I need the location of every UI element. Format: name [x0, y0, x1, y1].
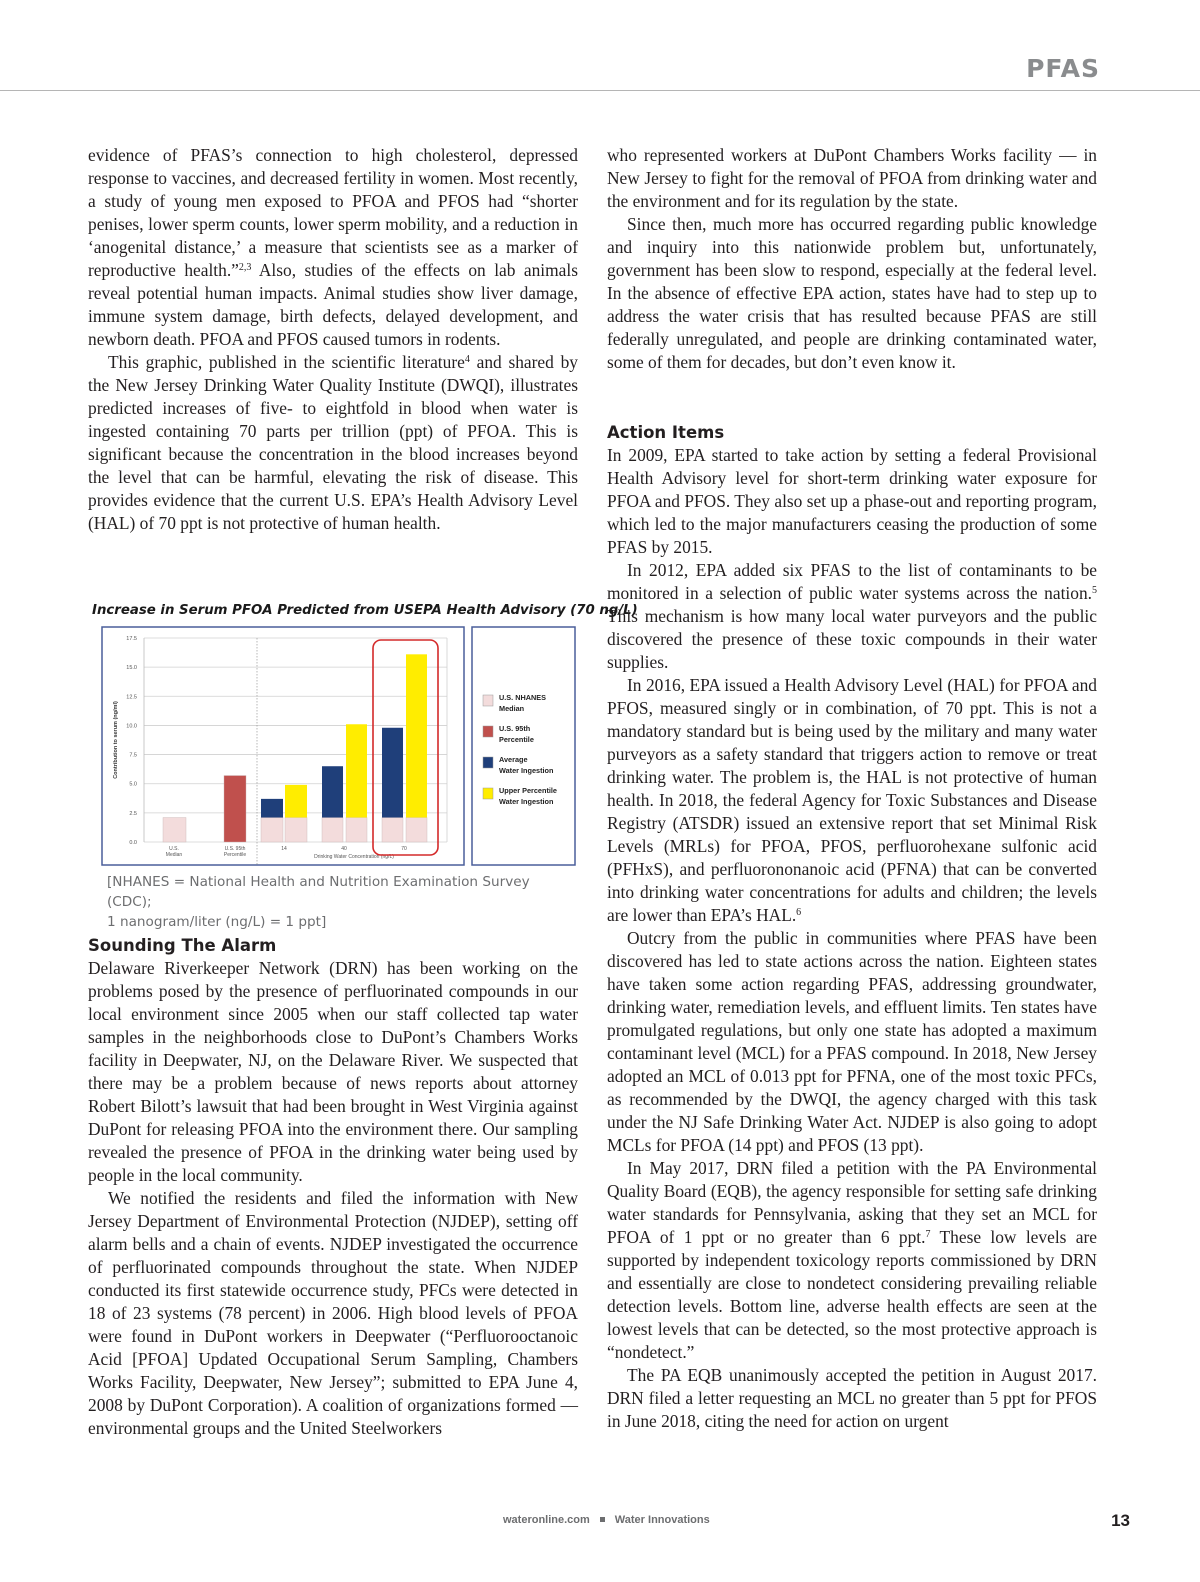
legend-label: Average [499, 755, 528, 764]
text: Also, studies of the effects on lab animals reveal potential human impacts. Animal studies show liver damage, immune system damage, birth defects, delayed development, and newborn death. PFOA and PFOS caused tumors in rodents. [88, 260, 578, 349]
footer-site: wateronline.com [503, 1514, 590, 1526]
text: In 2012, EPA added six PFAS to the list of contaminants to be monitored in a selection of public water systems across the nation. [607, 560, 1097, 603]
left-column-top [88, 144, 578, 535]
text: This graphic, published in the scientific literature [108, 352, 465, 372]
x-tick-label: Median [165, 852, 183, 858]
paragraph: who represented workers at DuPont Chambers Works facility — in New Jersey to fight for the removal of PFOA from drinking water and the environment and for its regulation by the state. [607, 145, 1097, 211]
y-tick-label: 10.0 [126, 723, 137, 730]
legend-label: Percentile [499, 735, 534, 744]
chart-canvas [90, 600, 580, 870]
paragraph [607, 559, 1097, 674]
x-axis-label: Drinking Water Concentration (ng/L) [314, 854, 394, 860]
bar-upper-14 [285, 785, 307, 818]
footer-publication: Water Innovations [614, 1514, 710, 1526]
figure-caption [107, 872, 577, 932]
bar-average-40 [322, 766, 343, 817]
y-tick-label: 15.0 [126, 665, 137, 672]
text: These low levels are supported by independent toxicology reports commissioned by DRN and essentially are close to nondetect considering prevailing reliable detection levels. Bottom line, adverse health effects are seen at the lowest levels that can be detected, so the most protective approach is “nondetect.” [607, 1227, 1098, 1362]
page-number: 13 [1111, 1511, 1130, 1530]
y-tick-label: 17.5 [126, 636, 137, 642]
bar-upper-40 [346, 724, 367, 817]
bar-base-nhanes [406, 818, 427, 842]
separator-square-icon [600, 1517, 605, 1522]
bar-base-nhanes [382, 818, 403, 842]
text: This mechanism is how many local water purveyors and the public discovered the presence of these toxic compounds in their water supplies. [607, 606, 1097, 672]
x-tick-label: 70 [401, 846, 407, 852]
footnote-ref: 5 [1092, 585, 1097, 596]
legend-label: Water Ingestion [499, 797, 554, 806]
chart-title: Increase in Serum PFOA Predicted from USEPA Health Advisory (70 ng/L) [92, 603, 638, 618]
paragraph: In 2009, EPA started to take action by setting a federal Provisional Health Advisory level for short-term drinking water exposure for PFOA and PFOS. They also set up a phase-out and reporting program, which led to the major manufacturers ceasing the production of some PFAS by 2015. [607, 445, 1097, 557]
legend-label: Median [499, 704, 525, 713]
legend-swatch [483, 726, 493, 737]
right-column-top [607, 144, 1097, 374]
footnote-ref: 4 [464, 354, 470, 365]
right-column-bottom [607, 421, 1097, 1433]
caption-line: 1 nanogram/liter (ng/L) = 1 ppt] [107, 914, 327, 930]
y-tick-label: 2.5 [129, 810, 137, 817]
paragraph: Since then, much more has occurred regarding public knowledge and inquiry into this nationwide problem but, unfortunately, government has been slow to respond, especially at the federal level. In the absence of effective EPA action, states have had to step up to address the water crisis that has resulted because PFAS are still federally unregulated, and people are drinking contaminated water, some of them for decades, but don’t even know it. [607, 214, 1097, 372]
x-tick-label: Percentile [223, 852, 247, 858]
legend-swatch [483, 695, 493, 706]
bar-us-95th [224, 776, 246, 842]
y-tick-label: 12.5 [126, 694, 137, 701]
left-column-bottom [88, 934, 578, 1440]
bar-base-nhanes [261, 818, 283, 842]
x-tick-label: 14 [281, 846, 287, 852]
footnote-ref: 6 [796, 907, 802, 918]
y-tick-label: 0.0 [129, 840, 137, 846]
y-tick-label: 7.5 [129, 752, 137, 759]
bar-average-70 [382, 728, 403, 818]
y-tick-label: 5.0 [129, 781, 137, 788]
x-tick-label: U.S. [169, 846, 179, 852]
text: In 2016, EPA issued a Health Advisory Level (HAL) for PFOA and PFOS, measured singly or in combination, of 70 ppt. This is not a mandatory standard but is being used by the military and many water purveyors as a safety standard that triggers action to remove or treat drinking water. The problem is, the HAL is not protective of human health. In 2018, the federal Agency for Toxic Substances and Disease Registry (ATSDR) issued an extensive report that set Minimal Risk Levels (MRLs) for PFOA, PFOS, perfluorohexane sulfonic acid (PFHxS), and perfluorononanoic acid (PFNA) that can be converted into drinking water concentrations for adults and children; the levels are lower than EPA’s HAL. [607, 675, 1097, 925]
bar-us-median [163, 818, 186, 842]
header-divider [0, 90, 1200, 91]
section-title: PFAS [1026, 54, 1100, 83]
legend-label: Upper Percentile [499, 786, 557, 795]
caption-line: [NHANES = National Health and Nutrition Examination Survey (CDC); [107, 874, 530, 910]
text: and shared by the New Jersey Drinking Water Quality Institute (DWQI), illustrates predicted increases of five- to eightfold in blood when water is ingested containing 70 parts per trillion (ppt) of PFOA. This is significant because the concentration in the blood increases beyond the level that can be harmful, elevating the risk of disease. This provides evidence that the current U.S. EPA’s Health Advisory Level (HAL) of 70 ppt is not protective of human health. [88, 352, 578, 533]
bar-base-nhanes [346, 818, 367, 842]
text: evidence of PFAS’s connection to high cholesterol, depressed response to vaccines, and decreased fertility in women. Most recently, a study of young men exposed to PFOA and PFOS had “shorter penises, lower sperm counts, lower sperm mobility, and a reduction in ‘anogenital distance,’ a measure that scientists see as a marker of reproductive health.” [88, 145, 578, 280]
paragraph: Outcry from the public in communities where PFAS have been discovered has led to state actions across the nation. Eighteen states have taken some action regarding PFAS, addressing groundwater, drinking water, remediation levels, and effluent limits. Ten states have promulgated regulations, but only one state has adopted a maximum contaminant level (MCL) for a PFAS compound. In 2018, New Jersey adopted an MCL of 0.013 ppt for PFNA, one of the most toxic PFCs, as recommended by the DWQI, the agency charged with this task under the NJ Safe Drinking Water Act. NJDEP is also going to adopt MCLs for PFOA (14 ppt) and PFOS (13 ppt). [607, 928, 1097, 1155]
legend-label: Water Ingestion [499, 766, 554, 775]
legend-frame [472, 627, 575, 865]
legend-label: U.S. 95th [499, 724, 531, 733]
paragraph [607, 674, 1097, 927]
bar-base-nhanes [285, 818, 307, 842]
text: In May 2017, DRN filed a petition with the PA Environmental Quality Board (EQB), the agency responsible for setting safe drinking water standards for Pennsylvania, asking that they set an MCL for PFOA of 1 ppt or no greater than 6 ppt. [607, 1158, 1097, 1247]
section-heading: Action Items [607, 423, 725, 442]
serum-pfoa-chart [90, 600, 638, 870]
footer [503, 1514, 710, 1526]
bar-average-14 [261, 799, 283, 818]
paragraph [88, 144, 578, 351]
legend-label: U.S. NHANES [499, 693, 547, 702]
paragraph: We notified the residents and filed the information with New Jersey Department of Environmental Protection (NJDEP), setting off alarm bells and a chain of events. NJDEP investigated the occurrence of perfluorinated compounds throughout the state. When NJDEP conducted its first statewide occurrence study, PFCs were detected in 18 of 23 systems (78 percent) in 2006. High blood levels of PFOA were found in DuPont workers in Deepwater (“Perfluorooctanoic Acid [PFOA] Updated Occupational Serum Sampling, Chambers Works Facility, Deepwater, New Jersey”; submitted to EPA June 4, 2008 by DuPont Corporation). A coalition of organizations formed — environmental groups and the United Steelworkers [88, 1188, 578, 1438]
paragraph [607, 1157, 1097, 1364]
footnote-ref: 7 [925, 1229, 931, 1240]
paragraph [88, 351, 578, 535]
y-axis-label: Contribution to serum (ng/ml) [113, 701, 119, 779]
x-tick-label: U.S. 95th [224, 846, 246, 852]
section-heading: Sounding The Alarm [88, 936, 277, 955]
footnote-ref: 2,3 [238, 262, 252, 273]
x-tick-label: 40 [341, 846, 347, 852]
paragraph: The PA EQB unanimously accepted the petition in August 2017. DRN filed a letter requesting an MCL no greater than 5 ppt for PFOS in June 2018, citing the need for action on urgent [607, 1365, 1097, 1431]
legend-swatch [483, 757, 493, 768]
bar-base-nhanes [322, 818, 343, 842]
legend-swatch [483, 788, 493, 799]
paragraph: Delaware Riverkeeper Network (DRN) has been working on the problems posed by the presence of perfluorinated compounds in our local environment since 2005 when our staff collected tap water samples in the neighborhoods close to DuPont’s Chambers Works facility in Deepwater, NJ, on the Delaware River. We suspected that there may be a problem because of news reports about attorney Robert Bilott’s lawsuit that had been brought in West Virginia against DuPont for releasing PFOA into the environment there. Our sampling revealed the presence of PFOA in the drinking water being used by people in the local community. [88, 958, 578, 1185]
bar-upper-70 [406, 654, 427, 817]
